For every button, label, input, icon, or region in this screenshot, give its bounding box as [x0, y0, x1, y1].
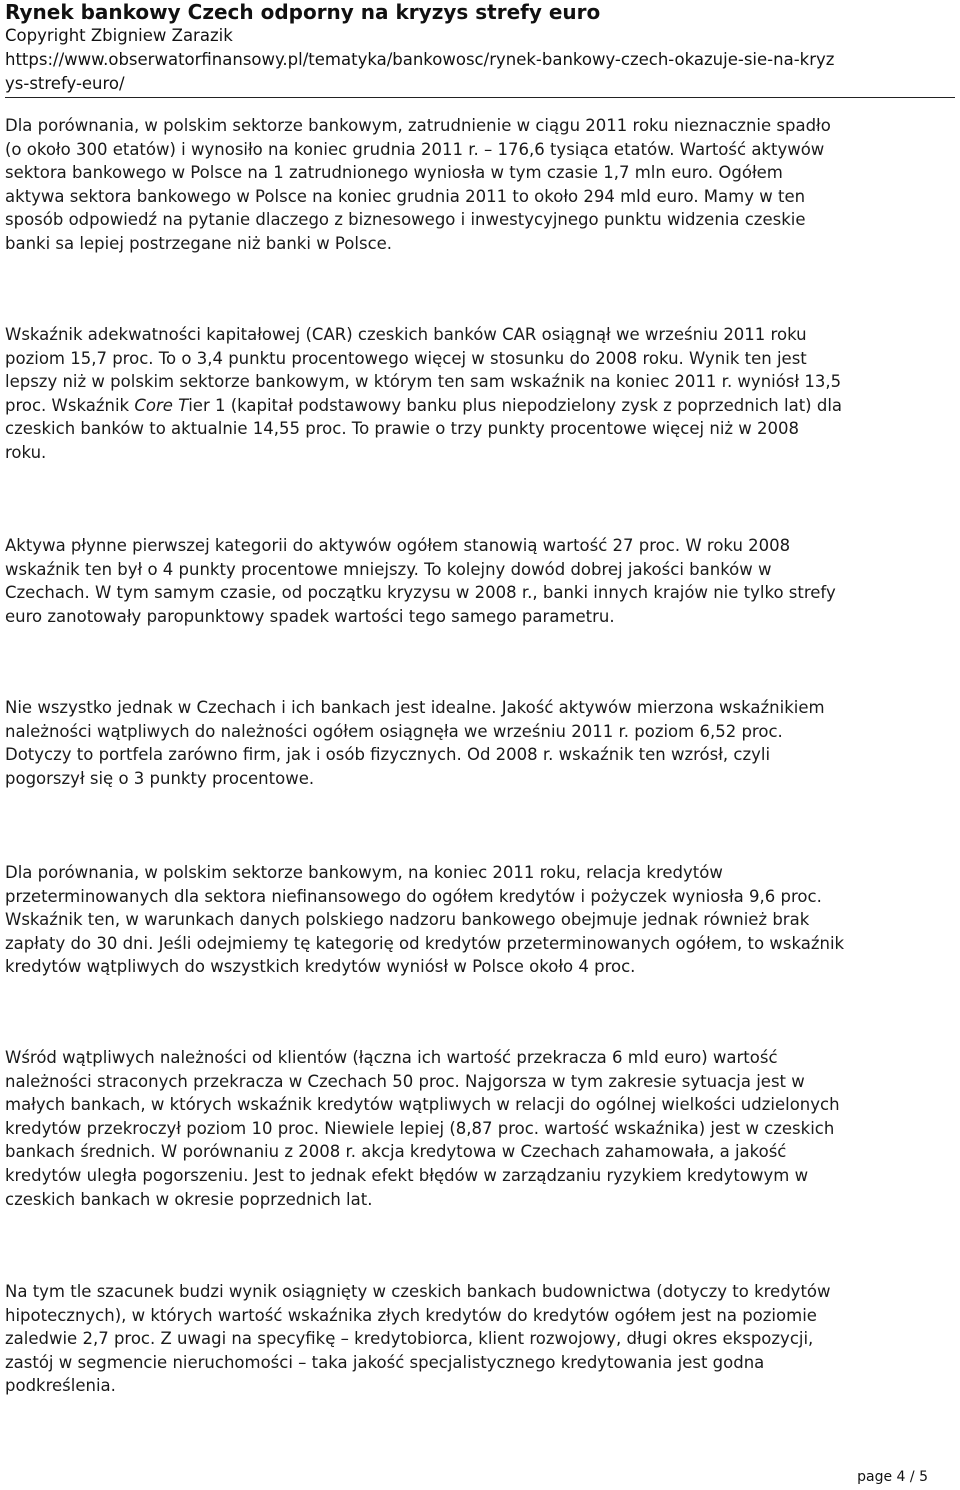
text-line: zastój w segmencie nieruchomości – taka jakość specjalistycznego kredytowania jest godna: [5, 1352, 765, 1372]
text-line: (o około 300 etatów) i wynosiło na koniec grudnia 2011 r. – 176,6 tysiąca etatów. Wartość aktywów: [5, 139, 825, 159]
text-line: sposób odpowiedź na pytanie dlaczego z biznesowego i inwestycyjnego punktu widzenia czeskie: [5, 210, 806, 230]
text-line: Dla porównania, w polskim sektorze bankowym, na koniec 2011 roku, relacja kredytów: [5, 863, 723, 882]
text-line: Wskaźnik adekwatności kapitałowej (CAR) czeskich banków CAR osiągnął we wrześniu 2011 roku: [5, 325, 807, 344]
source-url-line-2: ys-strefy-euro/: [5, 74, 125, 93]
text-line: Aktywa płynne pierwszej kategorii do aktywów ogółem stanowią wartość 27 proc. W roku 2008: [5, 536, 791, 555]
text-segment: proc. Wskaźnik: [5, 395, 135, 415]
text-line: euro zanotowały paropunktowy spadek wartości tego samego parametru.: [5, 606, 615, 626]
paragraph-overdue-loans-poland: [5, 861, 957, 979]
text-line: zapłaty do 30 dni. Jeśli odejmiemy tę kategorię od kredytów przeterminowanych ogółem, to wskaźnik: [5, 933, 845, 953]
header-divider: [5, 97, 955, 98]
text-line: małych bankach, w których wskaźnik kredytów wątpliwych w relacji do ogólnej wielkości udzielonych: [5, 1095, 840, 1115]
text-line: aktywa sektora bankowego w Polsce na koniec grudnia 2011 to około 294 mld euro. Mamy w ten: [5, 186, 806, 206]
text-line: banki sa lepiej postrzegane niż banki w Polsce.: [5, 233, 393, 253]
text-line: Dla porównania, w polskim sektorze bankowym, zatrudnienie w ciągu 2011 roku nieznacznie spadło: [5, 116, 831, 135]
text-line: lepszy niż w polskim sektorze bankowym, w którym ten sam wskaźnik na koniec 2011 r. wyniósł 13,5: [5, 372, 842, 392]
paragraph-liquid-assets: [5, 534, 957, 628]
text-line: czeskich banków to aktualnie 14,55 proc. To prawie o trzy punkty procentowe więcej niż w 2008: [5, 419, 800, 439]
text-line: poziom 15,7 proc. To o 3,4 punktu procentowego więcej w stosunku do 2008 roku. Wynik ten jest: [5, 348, 807, 368]
text-line: wskaźnik ten był o 4 punkty procentowe mniejszy. To kolejny dowód dobrej jakości banków w: [5, 559, 772, 579]
italic-term: Core T: [134, 395, 189, 415]
text-line: hipotecznych), w których wartość wskaźnika złych kredytów do kredytów ogółem jest na poziomie: [5, 1305, 817, 1325]
paragraph-asset-quality: [5, 696, 957, 790]
text-line: bankach średnich. W porównaniu z 2008 r. akcja kredytowa w Czechach zahamowała, a jakość: [5, 1142, 787, 1162]
text-line: podkreślenia.: [5, 1376, 116, 1396]
text-line: pogorszył się o 3 punkty procentowe.: [5, 768, 315, 788]
text-line: należności wątpliwych do należności ogółem osiągnęła we wrześniu 2011 r. poziom 6,52 proc.: [5, 721, 783, 741]
document-title: Rynek bankowy Czech odporny na kryzys strefy euro: [5, 0, 601, 24]
text-line: roku.: [5, 442, 47, 462]
text-line: [5, 394, 957, 418]
paragraph-doubtful-receivables: [5, 1046, 957, 1211]
paragraph-employment-comparison: [5, 114, 957, 256]
text-line: kredytów uległa pogorszeniu. Jest to jednak efekt błędów w zarządzaniu ryzykiem kredytowym w: [5, 1165, 809, 1185]
text-line: przeterminowanych dla sektora niefinansowego do ogółem kredytów i pożyczek wyniosła 9,6 proc.: [5, 886, 822, 906]
copyright-line: Copyright Zbigniew Zarazik: [5, 26, 233, 45]
text-line: kredytów przekroczył poziom 10 proc. Niewiele lepiej (8,87 proc. wartość wskaźnika) jest w czeskich: [5, 1118, 835, 1138]
text-line: Nie wszystko jednak w Czechach i ich bankach jest idealne. Jakość aktywów mierzona wskaźnikiem: [5, 698, 825, 717]
text-line: należności straconych przekracza w Czechach 50 proc. Najgorsza w tym zakresie sytuacja jest w: [5, 1071, 805, 1091]
source-url-line-1: https://www.obserwatorfinansowy.pl/tematyka/bankowosc/rynek-bankowy-czech-okazuje-sie-na-kryz: [5, 50, 835, 69]
text-line: Wskaźnik ten, w warunkach danych polskiego nadzoru bankowego obejmuje jednak również brak: [5, 910, 810, 930]
text-line: kredytów wątpliwych do wszystkich kredytów wyniósł w Polsce około 4 proc.: [5, 957, 636, 977]
text-line: zaledwie 2,7 proc. Z uwagi na specyfikę – kredytobiorca, klient rozwojowy, długi okres ekspozycji,: [5, 1329, 814, 1349]
text-line: Dotyczy to portfela zarówno firm, jak i osób fizycznych. Od 2008 r. wskaźnik ten wzrósł, czyli: [5, 745, 771, 765]
text-line: sektora bankowego w Polsce na 1 zatrudnionego wyniosła w tym czasie 1,7 mln euro. Ogółem: [5, 163, 783, 183]
paragraph-building-banks: [5, 1280, 957, 1398]
text-line: Na tym tle szacunek budzi wynik osiągnięty w czeskich bankach budownictwa (dotyczy to kredytów: [5, 1282, 831, 1301]
paragraph-capital-adequacy: [5, 323, 957, 465]
page-footer: [857, 1468, 928, 1486]
text-segment: ier 1 (kapitał podstawowy banku plus niepodzielony zysk z poprzednich lat) dla: [188, 395, 843, 415]
text-line: Wśród wątpliwych należności od klientów (łączna ich wartość przekracza 6 mld euro) wartość: [5, 1048, 778, 1067]
document-header: [5, 0, 955, 96]
page-number: page 4 / 5: [857, 1469, 928, 1485]
text-line: czeskich bankach w okresie poprzednich lat.: [5, 1189, 373, 1209]
text-line: Czechach. W tym samym czasie, od początku kryzysu w 2008 r., banki innych krajów nie tylko strefy: [5, 583, 836, 603]
